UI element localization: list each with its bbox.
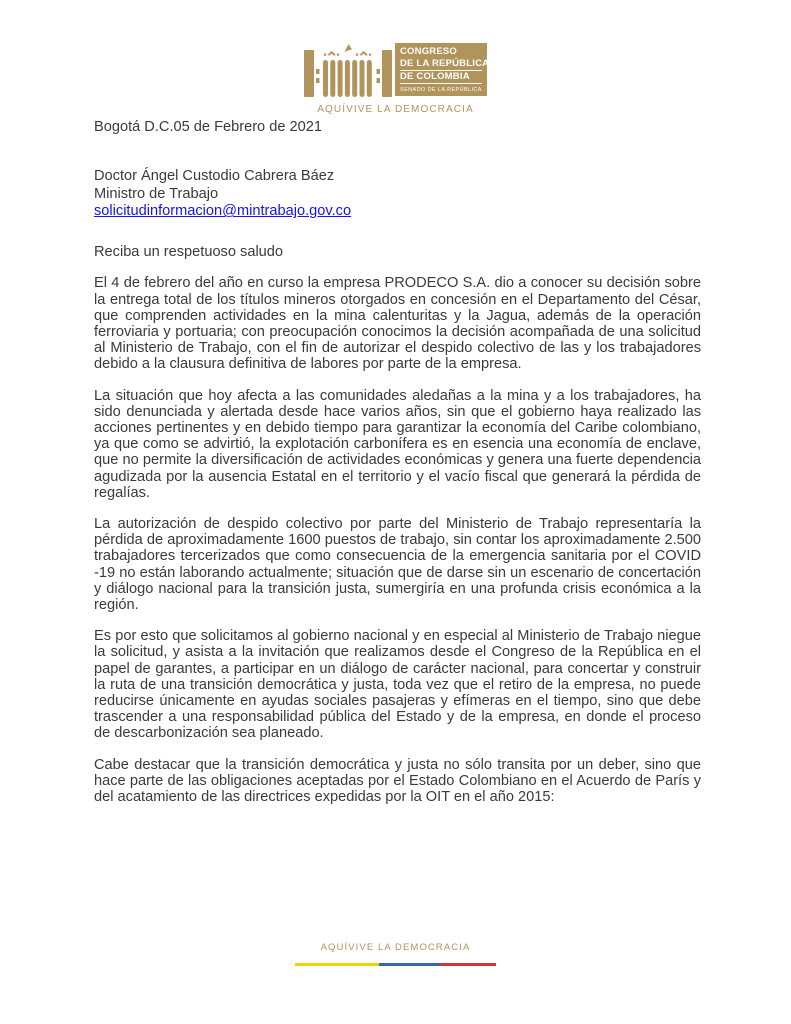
flag-stripe-blue	[379, 963, 439, 967]
logo-line-republica: DE LA REPÚBLICA	[400, 57, 490, 69]
letter-content	[94, 119, 701, 805]
paragraph-job-losses: La autorización de despido colectivo por parte del Ministerio de Trabajo representaría la pérdida de aproximadamente 1600 puestos de trabajo, sin contar los aproximadamente 2.500 trabajadores tercerizados que como consecuencia de la emergencia sanitaria por el COVID -19 no están laborando actualmente; situación que de darse sin un escenario de concertación y diálogo nacional para la transición justa, sumergiría en una profunda crisis económica a la región.	[94, 516, 701, 614]
recipient-name: Doctor Ángel Custodio Cabrera Báez	[94, 168, 335, 185]
paragraph-paris-agreement: Cabe destacar que la transición democrática y justa no sólo transita por un deber, sino que hace parte de las obligaciones aceptadas por el Estado Colombiano en el Acuerdo de París y del acatamiento de las directrices expedidas por la OIT en el año 2015:	[94, 756, 701, 806]
recipient-email-link[interactable]: solicitudinformacion@mintrabajo.gov.co	[94, 203, 352, 220]
congress-logo-textbox	[395, 43, 490, 96]
recipient-title: Ministro de Trabajo	[94, 185, 219, 202]
footer-tagline: AQUÍVIVE LA DEMOCRACIA	[320, 942, 471, 953]
logo-line-colombia: DE COLOMBIA	[400, 71, 482, 84]
congress-logo	[304, 43, 490, 97]
flag-stripe-yellow	[295, 963, 379, 967]
letterhead	[0, 43, 791, 115]
colombia-flag-line	[295, 963, 496, 967]
header-tagline: AQUÍVIVE LA DEMOCRACIA	[317, 104, 474, 115]
capitol-columns-icon	[304, 43, 392, 97]
salutation-line: Reciba un respetuoso saludo	[94, 244, 284, 261]
logo-line-congreso: CONGRESO	[400, 46, 458, 57]
logo-line-senado: SENADO DE LA REPÚBLICA	[400, 86, 482, 93]
paragraph-request-to-government: Es por esto que solicitamos al gobierno nacional y en especial al Ministerio de Trabajo niegue la solicitud, y asista a la invitación que realizamos desde el Congreso de la República en el papel de garantes, a participar en un diálogo de carácter nacional, para concertar y construir la ruta de una transición democrática y justa, toda vez que el retiro de la empresa, no puede reducirse únicamente en ayudas sociales pasajeras y efímeras en el tiempo, sino que debe trascender a una responsabilidad pública del Estado y de la empresa, en donde el proceso de descarbonización sea planeado.	[94, 628, 701, 742]
recipient-block	[94, 168, 701, 221]
date-line: Bogotá D.C.05 de Febrero de 2021	[94, 119, 322, 135]
bird-icon	[345, 44, 353, 52]
page-footer	[0, 942, 791, 971]
paragraph-community-situation: La situación que hoy afecta a las comunidades aledañas a la mina y a los trabajadores, ha sido denunciada y alertada desde hace varios años, sin que el gobierno haya realizado las acciones pertinentes y en debido tiempo para garantizar la economía del Caribe colombiano, ya que como se advirtió, la explotación carbonífera es en esencia una economía de enclave, que no permite la diversificación de actividades económicas y genera una fuerte dependencia agudizada por la ausencia Estatal en el territorio y el vacío fiscal que generará la pérdida de regalías.	[94, 387, 701, 501]
paragraph-prodeco-announcement: El 4 de febrero del año en curso la empresa PRODECO S.A. dio a conocer su decisión sobre la entrega total de los títulos mineros otorgados en concesión en el Departamento del César, que comprenden actividades en la mina calenturitas y la Jagua, además de la operación ferroviaria y portuaria; con preocupación conocimos la decisión acompañada de una solicitud al Ministerio de Trabajo, con el fin de autorizar el despido colectivo de las y los trabajadores debido a la clausura definitiva de labores por parte de la empresa.	[94, 275, 701, 373]
flag-stripe-red	[440, 963, 496, 967]
